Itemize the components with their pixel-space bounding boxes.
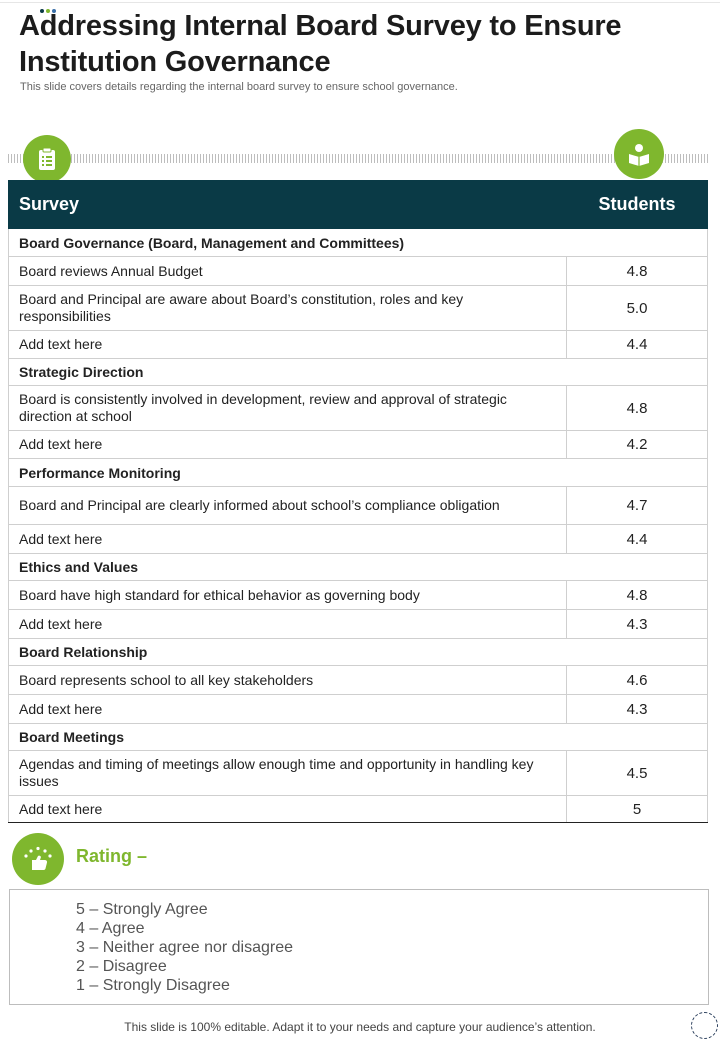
category-row	[9, 724, 708, 751]
survey-table	[8, 180, 708, 823]
rating-item: 2 – Disagree	[76, 958, 167, 975]
survey-item-label: Add text here	[9, 525, 567, 554]
rating-item: 1 – Strongly Disagree	[76, 977, 230, 994]
survey-item-label: Add text here	[9, 796, 567, 823]
rating-icon-badge	[12, 833, 64, 885]
table-header-row	[9, 181, 708, 229]
page-title: Addressing Internal Board Survey to Ensure Institution Governance	[19, 10, 622, 78]
table-row	[9, 695, 708, 724]
student-score: 4.6	[567, 666, 708, 695]
survey-item-label: Add text here	[9, 331, 567, 359]
survey-item-label: Add text here	[9, 431, 567, 459]
category-label: Strategic Direction	[9, 359, 708, 386]
student-score: 4.8	[567, 581, 708, 610]
table-row	[9, 386, 708, 431]
rating-item: 4 – Agree	[76, 920, 145, 937]
student-score: 4.8	[567, 386, 708, 431]
column-header-survey: Survey	[9, 181, 567, 229]
category-row	[9, 639, 708, 666]
table-row	[9, 666, 708, 695]
clipboard-checklist-icon	[37, 147, 57, 171]
footer-note: This slide is 100% editable. Adapt it to your needs and capture your audience’s attention.	[124, 1020, 596, 1034]
survey-item-label: Board represents school to all key stakeholders	[9, 666, 567, 695]
category-row	[9, 359, 708, 386]
survey-item-label: Add text here	[9, 695, 567, 724]
table-row	[9, 331, 708, 359]
table-row	[9, 581, 708, 610]
student-score: 4.7	[567, 487, 708, 525]
table-row	[9, 487, 708, 525]
student-score: 5	[567, 796, 708, 823]
table-row	[9, 257, 708, 286]
student-score: 5.0	[567, 286, 708, 331]
category-label: Board Governance (Board, Management and Committees)	[9, 229, 708, 257]
table-row	[9, 525, 708, 554]
table-row	[9, 751, 708, 796]
students-icon-badge	[614, 129, 664, 179]
survey-item-label: Agendas and timing of meetings allow enough time and opportunity in handling key issues	[9, 751, 567, 796]
page-subtitle: This slide covers details regarding the internal board survey to ensure school governance.	[20, 81, 458, 93]
student-score: 4.5	[567, 751, 708, 796]
category-label: Board Meetings	[9, 724, 708, 751]
survey-item-label: Board and Principal are clearly informed about school’s compliance obligation	[9, 487, 567, 525]
table-row	[9, 286, 708, 331]
student-score: 4.2	[567, 431, 708, 459]
student-score: 4.4	[567, 331, 708, 359]
stars-thumbs-up-icon	[23, 846, 53, 872]
category-row	[9, 229, 708, 257]
student-score: 4.8	[567, 257, 708, 286]
rating-item: 5 – Strongly Agree	[76, 901, 208, 918]
top-divider	[0, 2, 720, 3]
student-score: 4.3	[567, 695, 708, 724]
student-score: 4.4	[567, 525, 708, 554]
survey-item-label: Board is consistently involved in development, review and approval of strategic direction at school	[9, 386, 567, 431]
category-label: Performance Monitoring	[9, 459, 708, 487]
decorative-ruler	[8, 154, 710, 163]
survey-icon-badge	[23, 135, 71, 183]
reading-student-icon	[627, 142, 651, 166]
category-label: Board Relationship	[9, 639, 708, 666]
survey-item-label: Add text here	[9, 610, 567, 639]
survey-item-label: Board reviews Annual Budget	[9, 257, 567, 286]
column-header-students: Students	[567, 181, 708, 229]
survey-item-label: Board have high standard for ethical behavior as governing body	[9, 581, 567, 610]
rating-item: 3 – Neither agree nor disagree	[76, 939, 294, 956]
category-row	[9, 554, 708, 581]
rating-legend-box	[9, 889, 709, 1005]
category-row	[9, 459, 708, 487]
table-row	[9, 796, 708, 823]
rating-title: Rating –	[76, 846, 148, 866]
student-score: 4.3	[567, 610, 708, 639]
corner-decoration	[691, 1012, 718, 1039]
category-label: Ethics and Values	[9, 554, 708, 581]
table-row	[9, 610, 708, 639]
table-row	[9, 431, 708, 459]
survey-item-label: Board and Principal are aware about Board’s constitution, roles and key responsibilities	[9, 286, 567, 331]
